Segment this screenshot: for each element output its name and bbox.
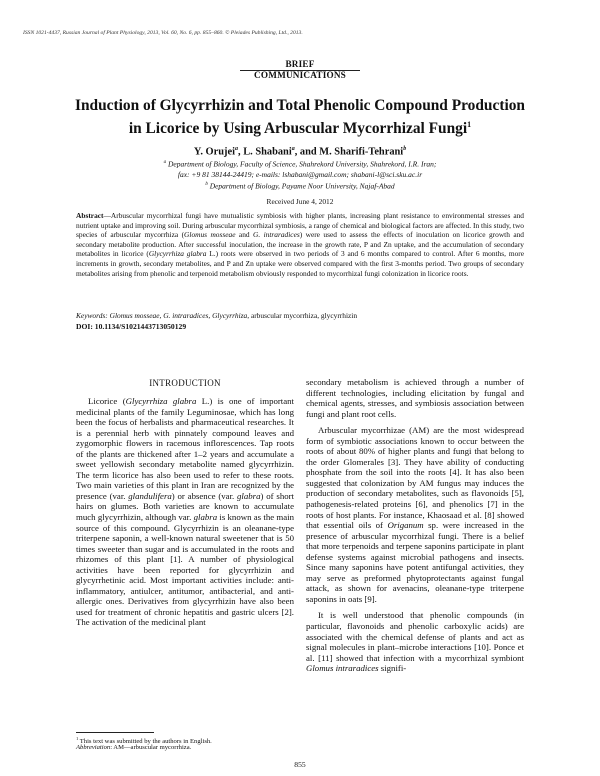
author-list [0,146,600,157]
keyword: G. intraradices [163,311,209,320]
author-1-affil: a [235,146,238,152]
journal-header: ISSN 1021-4437, Russian Journal of Plant Physiology, 2013, Vol. 60, No. 6, pp. 855–860. © Pleiades Publishing, Ltd., 2013. [23,30,303,36]
keywords [76,311,524,321]
left-column [76,396,294,628]
author-1: Y. Orujei [193,146,235,158]
body-text: ) or absence (var. [171,490,238,501]
body-paragraph [306,425,524,604]
abstract [76,211,524,278]
keywords-label: Keywords: [76,311,108,320]
title-line1: Induction of Glycyrrhizin and Total Phenolic Compound Production [75,97,525,114]
footnote-rule [76,732,154,733]
affiliation-b-line: Department of Biology, Payame Noor University, Najaf-Abad [209,181,395,191]
section-rule [240,70,360,71]
title-footnote-mark: 1 [467,120,472,129]
body-text: Licorice ( [88,396,126,406]
keyword-sep: , [208,311,213,320]
section-label-line2: COMMUNICATIONS [254,69,346,80]
footnote-mark: 1 [76,736,79,741]
body-text: Arbuscular mycorrhizae (AM) are the most widespread form of symbiotic associations known to occur between the roots of about 80% of higher plants and fungi that belong to the order Glomerales [3]. They have ability of conducting phosphate from the soil into the roots [4]. It has also been suggested that colonization by AM fungus may induces the production of secondary metabolites, such as flavonoids [5], pathogenesis-related proteins [6], and phenolics [7] in the roots of host plants. For instance, Khaosaad et al. [8] showed that essential oils of [306,425,524,531]
abstract-text: and [235,230,253,240]
affiliation-a-line2: fax: +9 81 38144-24419; e-mails: lshabani@gmail.com; shabani-l@sci.sku.ac.ir [177,170,423,179]
body-text: sp. were increased in the presence of arbuscular mycorrhizal fungi. There is a belief that more terpenoids and terpene saponins participate in plant defense systems against microbial pathogens and insects. Since many saponins have potent antifungal activities, they may serve as preformed phytoprotectants against fungal attack, as shown for avenacins, oleanane-type triterpene saponins in oats [9]. [306,520,524,604]
introduction-heading: INTRODUCTION [149,378,221,388]
abstract-text: ) were used to assess the effects of inoculation on licorice growth and secondary metabolite production. After successful inoculation, the increase in the growth rate, P and Zn uptake, and the accumulation of secondary metabolites in licorice ( [76,230,524,259]
paper-title [30,96,570,138]
abstract-text: Arbuscular mycorrhizal fungi have mutualistic symbiosis with higher plants, increasing plant resistance to environmental stresses and nutrient uptake and improving soil. During arbuscular mycorrhizal symbiosis, a range of chemical and biological factors are affected. In this study, two species of arbuscular mycorrhiza ( [76,211,524,240]
species-name: Glycyrrhiza glabra [125,396,197,406]
intro-paragraph [76,396,294,628]
keyword: , arbuscular mycorrhiza, glycyrrhizin [247,311,358,320]
abbreviation-label: Abbreviation [76,744,111,751]
abstract-label: Abstract [76,211,104,220]
author-2: L. Shabani [243,146,292,158]
right-column [306,377,524,674]
author-3: M. Sharifi-Tehrani [319,146,404,158]
species-name: glabra [193,512,218,523]
body-paragraph: secondary metabolism is achieved through a number of different technologies, including elicitation by fungal and chemical agents, stresses, and symbiosis association between fungi and plant root cells. [306,377,524,419]
species-name: Origanum [387,520,424,531]
abstract-text: L.) roots were observed in two periods of 3 and 6 months compared to control. After 6 months, more increments in growth, secondary metabolites, and P and Zn uptake were observed compared with the first 3-months period. Two groups of secondary metabolites arising from phenolic and terpenoid metabolism obviously responded to mycorrhizal fungi colonization in licorice roots. [76,249,525,278]
section-label-line1: BRIEF [285,59,315,69]
body-text: is known as the main source of this compound. Glycyrrhizin is an oleanane-type triterpene saponin, a well-known natural sweetener that is 50 times sweeter than sugar and is accumulated in the roots and rhizomes of this plant [1]. A number of physiological activities have been reported for glycyrrhizin and glycyrrhetinic acid. Most important activities include: anti-inflammatory, antiulcer, antitumor, antibacterial, and anti-allergic ones. Derivatives from glycyrrhizin have also been used for treatment of chronic hepatitis and gastric ulcers [2]. The activation of the medicinal plant [76,512,295,628]
affiliation-a-mark: a [163,160,167,165]
abstract-dash: — [103,211,111,220]
author-sep: , and [294,146,320,158]
species-name: glandulifera [128,490,172,501]
title-line2: in Licorice by Using Arbuscular Mycorrhizal Fungi [128,120,468,138]
author-sep: , [238,146,244,158]
affiliation-b-mark: b [205,182,208,187]
body-paragraph [306,610,524,673]
species-name: Glomus intraradices [306,663,379,674]
keyword: Glomus mosseae [109,311,160,320]
species-name: glabra [237,490,261,501]
footnote-abbreviation [76,744,294,752]
doi: DOI: 10.1134/S1021443713050129 [76,322,187,331]
body-text: It is well understood that phenolic compounds (in particular, flavonoids and phenolic carboxylic acids) are associated with the chemical defense of plants and act as signal molecules in plant–microbe interactions [10]. Ponce et al. [11] showed that infection with a mycorrhizal symbiont [306,610,524,663]
footnote-text: This text was submitted by the authors in English. [78,738,212,746]
received-date: Received June 4, 2012 [266,197,334,206]
page-number: 855 [294,760,306,769]
affiliation-a [40,158,560,181]
keyword-sep: , [159,311,164,320]
author-2-affil: a [291,146,295,152]
body-text: ) of short hairs on glumes. Both varieties are known to accumulate much glycyrrhizin, although var. [76,490,294,523]
affiliation-b [40,180,560,192]
abstract-species: Glycyrrhiza glabra [148,249,207,259]
author-3-affil: b [403,146,407,152]
abstract-species: G. intraradices [253,230,300,240]
body-text: signifi- [378,663,407,674]
abbreviation-text: : AM—arbuscular mycorrhiza. [110,744,192,751]
abstract-species: Glomus mosseae [184,230,236,240]
keyword: Glycyrrhiza [212,311,248,320]
affiliation-a-line1: Department of Biology, Faculty of Science, Shahrekord University, Shahrekord, I.R. Iran; [167,159,437,169]
body-text: L.) is one of important medicinal plants of the family Leguminosae, which has long been the focus of herbalists and pharmaceutical researches. It is a perennial herb with pinnately compound leaves and zygomorphic flowers in racemous inflorescences. Tap roots of the plants are thickened after 1–2 years and accumulate a sweet yellowish secondary metabolite named glycyrrhizin. The term licorice has also been used to refer to these roots. Two main varieties of this plant in Iran are recognized by the presence (var. [76,396,294,501]
